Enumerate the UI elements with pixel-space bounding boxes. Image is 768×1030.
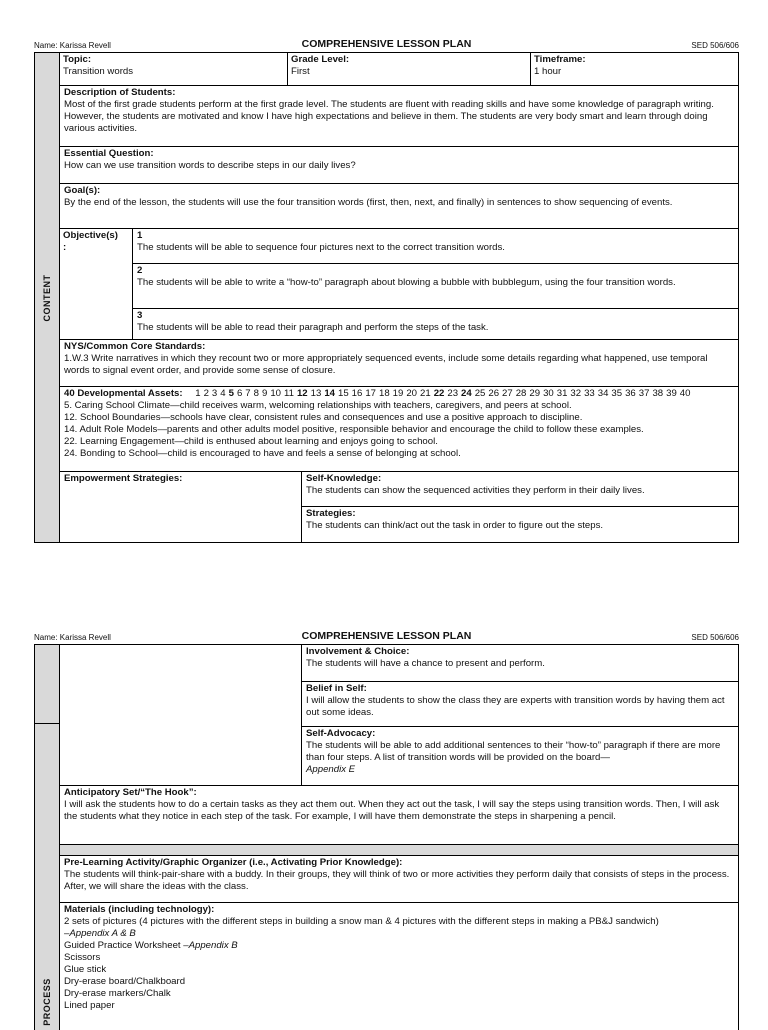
asset-number: 19 xyxy=(392,388,404,399)
asset-number: 20 xyxy=(406,388,418,399)
objective-text: The students will be able to sequence four pictures next to the correct transition words. xyxy=(137,242,505,253)
prelearning-label: Pre-Learning Activity/Graphic Organizer (i.e., Activating Prior Knowledge): xyxy=(64,857,403,868)
asset-number: 5 xyxy=(228,388,234,399)
asset-number: 22 xyxy=(433,388,445,399)
objectives-label xyxy=(60,229,133,339)
prelearning-text: The students will think-pair-share with a buddy. In their groups, they will think of two or more activities they perform daily that consists of steps in the process. After, we will share the ideas with the class. xyxy=(64,869,730,892)
page-header xyxy=(34,630,739,644)
objective-number: 1 xyxy=(137,230,143,241)
hook-label: Anticipatory Set/“The Hook”: xyxy=(64,787,197,798)
goal-label: Goal(s): xyxy=(64,185,101,196)
asset-number: 15 xyxy=(337,388,349,399)
asset-number: 39 xyxy=(666,388,677,399)
self-knowledge-text: The students can show the sequenced activities they perform in their daily lives. xyxy=(306,485,645,496)
material-item: Lined paper xyxy=(64,1000,115,1011)
hook-text: I will ask the students how to do a certain tasks as they act them out. When they act out the task, I will say the steps using transition words. Then, I will ask the students what they notice in each step of the task. For example, I will have them demonstrate the steps in sharpening a pencil. xyxy=(64,799,720,822)
lesson-plan-page-1 xyxy=(34,38,739,543)
objective-number: 2 xyxy=(137,265,143,276)
advocacy-appendix: Appendix E xyxy=(306,764,356,775)
self-knowledge-label: Self-Knowledge: xyxy=(306,473,382,484)
timeframe-label: Timeframe: xyxy=(534,54,586,65)
topic-cell xyxy=(60,53,287,85)
asset-number: 8 xyxy=(253,388,259,399)
side-label-content: CONTENT xyxy=(42,274,52,321)
side-divider xyxy=(35,723,59,724)
objectives-label-text: Objective(s) xyxy=(63,230,118,241)
asset-number: 17 xyxy=(365,388,376,399)
material-item: Glue stick xyxy=(64,964,107,975)
asset-number: 13 xyxy=(310,388,322,399)
side-label-process: PROCESS xyxy=(42,978,52,1026)
topic-label: Topic: xyxy=(63,54,92,65)
advocacy-label: Self-Advocacy: xyxy=(306,728,376,739)
asset-number: 28 xyxy=(515,388,527,399)
asset-number: 35 xyxy=(611,388,623,399)
grade-cell xyxy=(287,53,530,85)
course-code: SED 506/606 xyxy=(691,41,739,50)
belief-label: Belief in Self: xyxy=(306,683,367,694)
belief-cell xyxy=(302,682,738,727)
asset-number: 11 xyxy=(284,388,294,399)
asset-number: 33 xyxy=(584,388,595,399)
objective-number: 3 xyxy=(137,310,143,321)
asset-number: 29 xyxy=(529,388,541,399)
grade-label: Grade Level: xyxy=(291,54,350,65)
asset-number: 40 xyxy=(679,388,691,399)
belief-text: I will allow the students to show the class they are experts with transition words by having them act out some ideas. xyxy=(306,695,725,718)
grade-value: First xyxy=(291,66,310,77)
material-appendix: Appendix B xyxy=(188,940,238,951)
materials-label: Materials (including technology): xyxy=(64,904,215,915)
prelearning-row xyxy=(60,856,738,903)
timeframe-cell xyxy=(530,53,738,85)
empowerment-label: Empowerment Strategies: xyxy=(64,473,183,484)
objective-text: The students will be able to write a “how-to” paragraph about blowing a bubble with bubblegum, using the four transition words. xyxy=(137,277,676,288)
strategies-label: Strategies: xyxy=(306,508,356,519)
advocacy-text: The students will be able to add additional sentences to their “how-to” paragraph if there are more than four steps. A list of transition words will be provided on the board— xyxy=(306,740,721,763)
asset-number: 27 xyxy=(502,388,513,399)
asset-number: 10 xyxy=(270,388,281,399)
material-item-text: Guided Practice Worksheet – xyxy=(64,940,189,951)
advocacy-text-block xyxy=(306,740,734,776)
goal-row xyxy=(60,184,738,229)
author-name: Name: Karissa Revell xyxy=(34,633,111,642)
essential-text: How can we use transition words to describe steps in our daily lives? xyxy=(64,160,356,171)
asset-number: 38 xyxy=(652,388,664,399)
section-side-label xyxy=(35,645,60,1030)
assets-row xyxy=(60,387,738,472)
asset-item: 24. Bonding to School—child is encouraged to have and feels a sense of belonging at school. xyxy=(64,448,461,459)
description-text: Most of the first grade students perform at the first grade level. The students are fluent with reading skills and have some knowledge of paragraph writing. However, the students are motivated and know I have high expectations and believe in them. The students are very body smart and learn through doing various activities. xyxy=(64,99,714,134)
asset-number: 1 xyxy=(195,388,201,399)
description-row xyxy=(60,86,738,147)
material-appendix: –Appendix A & B xyxy=(64,928,136,939)
objectives-label-colon: : xyxy=(63,242,67,253)
empowerment-continued-row xyxy=(60,645,738,786)
strategies-cell xyxy=(302,507,738,543)
topic-value: Transition words xyxy=(63,66,134,77)
asset-number: 18 xyxy=(379,388,390,399)
lesson-plan-page-2 xyxy=(34,630,739,1030)
asset-number: 14 xyxy=(324,388,335,399)
content-table xyxy=(34,52,739,543)
asset-number: 34 xyxy=(597,388,609,399)
involvement-label: Involvement & Choice: xyxy=(306,646,410,657)
gray-separator xyxy=(60,845,738,856)
objective-text: The students will be able to read their paragraph and perform the steps of the task. xyxy=(137,322,489,333)
standards-row xyxy=(60,340,738,387)
asset-number: 26 xyxy=(488,388,500,399)
objective-item xyxy=(133,309,738,339)
objectives-row xyxy=(60,229,738,340)
standards-label: NYS/Common Core Standards: xyxy=(64,341,206,352)
asset-number: 9 xyxy=(261,388,268,399)
page-header xyxy=(34,38,739,52)
essential-question-row xyxy=(60,147,738,184)
material-item: Scissors xyxy=(64,952,101,963)
description-label: Description of Students: xyxy=(64,87,176,98)
asset-number: 23 xyxy=(447,388,459,399)
asset-number: 36 xyxy=(625,388,636,399)
asset-number: 32 xyxy=(570,388,582,399)
objective-item xyxy=(133,229,738,264)
asset-item: 14. Adult Role Models—parents and other adults model positive, responsible behavior and encourage the child to follow these examples. xyxy=(64,424,644,435)
essential-label: Essential Question: xyxy=(64,148,154,159)
involvement-text: The students will have a chance to present and perform. xyxy=(306,658,545,669)
empty-label-cell xyxy=(60,645,302,785)
material-item: 2 sets of pictures (4 pictures with the different steps in building a snow man & 4 pictures with the different steps in making a PB&J sandwich) xyxy=(64,916,659,927)
goal-text: By the end of the lesson, the students will use the four transition words (first, then, next, and finally) in sentences to show sequencing of events. xyxy=(64,197,673,208)
materials-row xyxy=(60,903,738,1013)
material-item xyxy=(64,940,735,952)
topic-grade-time-row xyxy=(60,53,738,86)
asset-number: 16 xyxy=(351,388,363,399)
strategies-text: The students can think/act out the task in order to figure out the steps. xyxy=(306,520,604,531)
asset-item: 12. School Boundaries—schools have clear, consistent rules and consequences and use a positive approach to discipline. xyxy=(64,412,583,423)
assets-label: 40 Developmental Assets: xyxy=(64,388,183,399)
standards-text: 1.W.3 Write narratives in which they recount two or more appropriately sequenced events, include some details regarding what happened, use temporal words to signal event order, and provide some sense of closure. xyxy=(64,353,708,376)
asset-number: 2 xyxy=(203,388,209,399)
asset-item: 5. Caring School Climate—child receives warm, welcoming relationships with teachers, caregivers, and peers at school. xyxy=(64,400,572,411)
involvement-cell xyxy=(302,645,738,682)
asset-number: 4 xyxy=(220,388,226,399)
asset-number: 37 xyxy=(638,388,650,399)
objective-item xyxy=(133,264,738,309)
asset-number: 24 xyxy=(461,388,472,399)
assets-number-line xyxy=(64,388,735,400)
material-item: Dry-erase board/Chalkboard xyxy=(64,976,186,987)
empowerment-label-cell xyxy=(60,472,302,543)
section-side-label xyxy=(35,53,60,542)
asset-number: 12 xyxy=(296,388,308,399)
hook-row xyxy=(60,786,738,845)
asset-number: 3 xyxy=(211,388,218,399)
asset-item: 22. Learning Engagement—child is enthused about learning and enjoys going to school. xyxy=(64,436,438,447)
assets-numbers xyxy=(195,388,693,399)
asset-number: 25 xyxy=(474,388,486,399)
course-code: SED 506/606 xyxy=(691,633,739,642)
asset-number: 21 xyxy=(420,388,431,399)
material-item: Dry-erase markers/Chalk xyxy=(64,988,171,999)
empowerment-row xyxy=(60,472,738,543)
asset-number: 6 xyxy=(236,388,243,399)
self-knowledge-cell xyxy=(302,472,738,507)
advocacy-cell xyxy=(302,727,738,785)
asset-number: 30 xyxy=(543,388,554,399)
asset-number: 7 xyxy=(245,388,251,399)
timeframe-value: 1 hour xyxy=(534,66,562,77)
process-table xyxy=(34,644,739,1030)
asset-number: 31 xyxy=(556,388,568,399)
page-title: COMPREHENSIVE LESSON PLAN xyxy=(301,38,472,50)
author-name: Name: Karissa Revell xyxy=(34,41,111,50)
page-title: COMPREHENSIVE LESSON PLAN xyxy=(301,630,472,642)
